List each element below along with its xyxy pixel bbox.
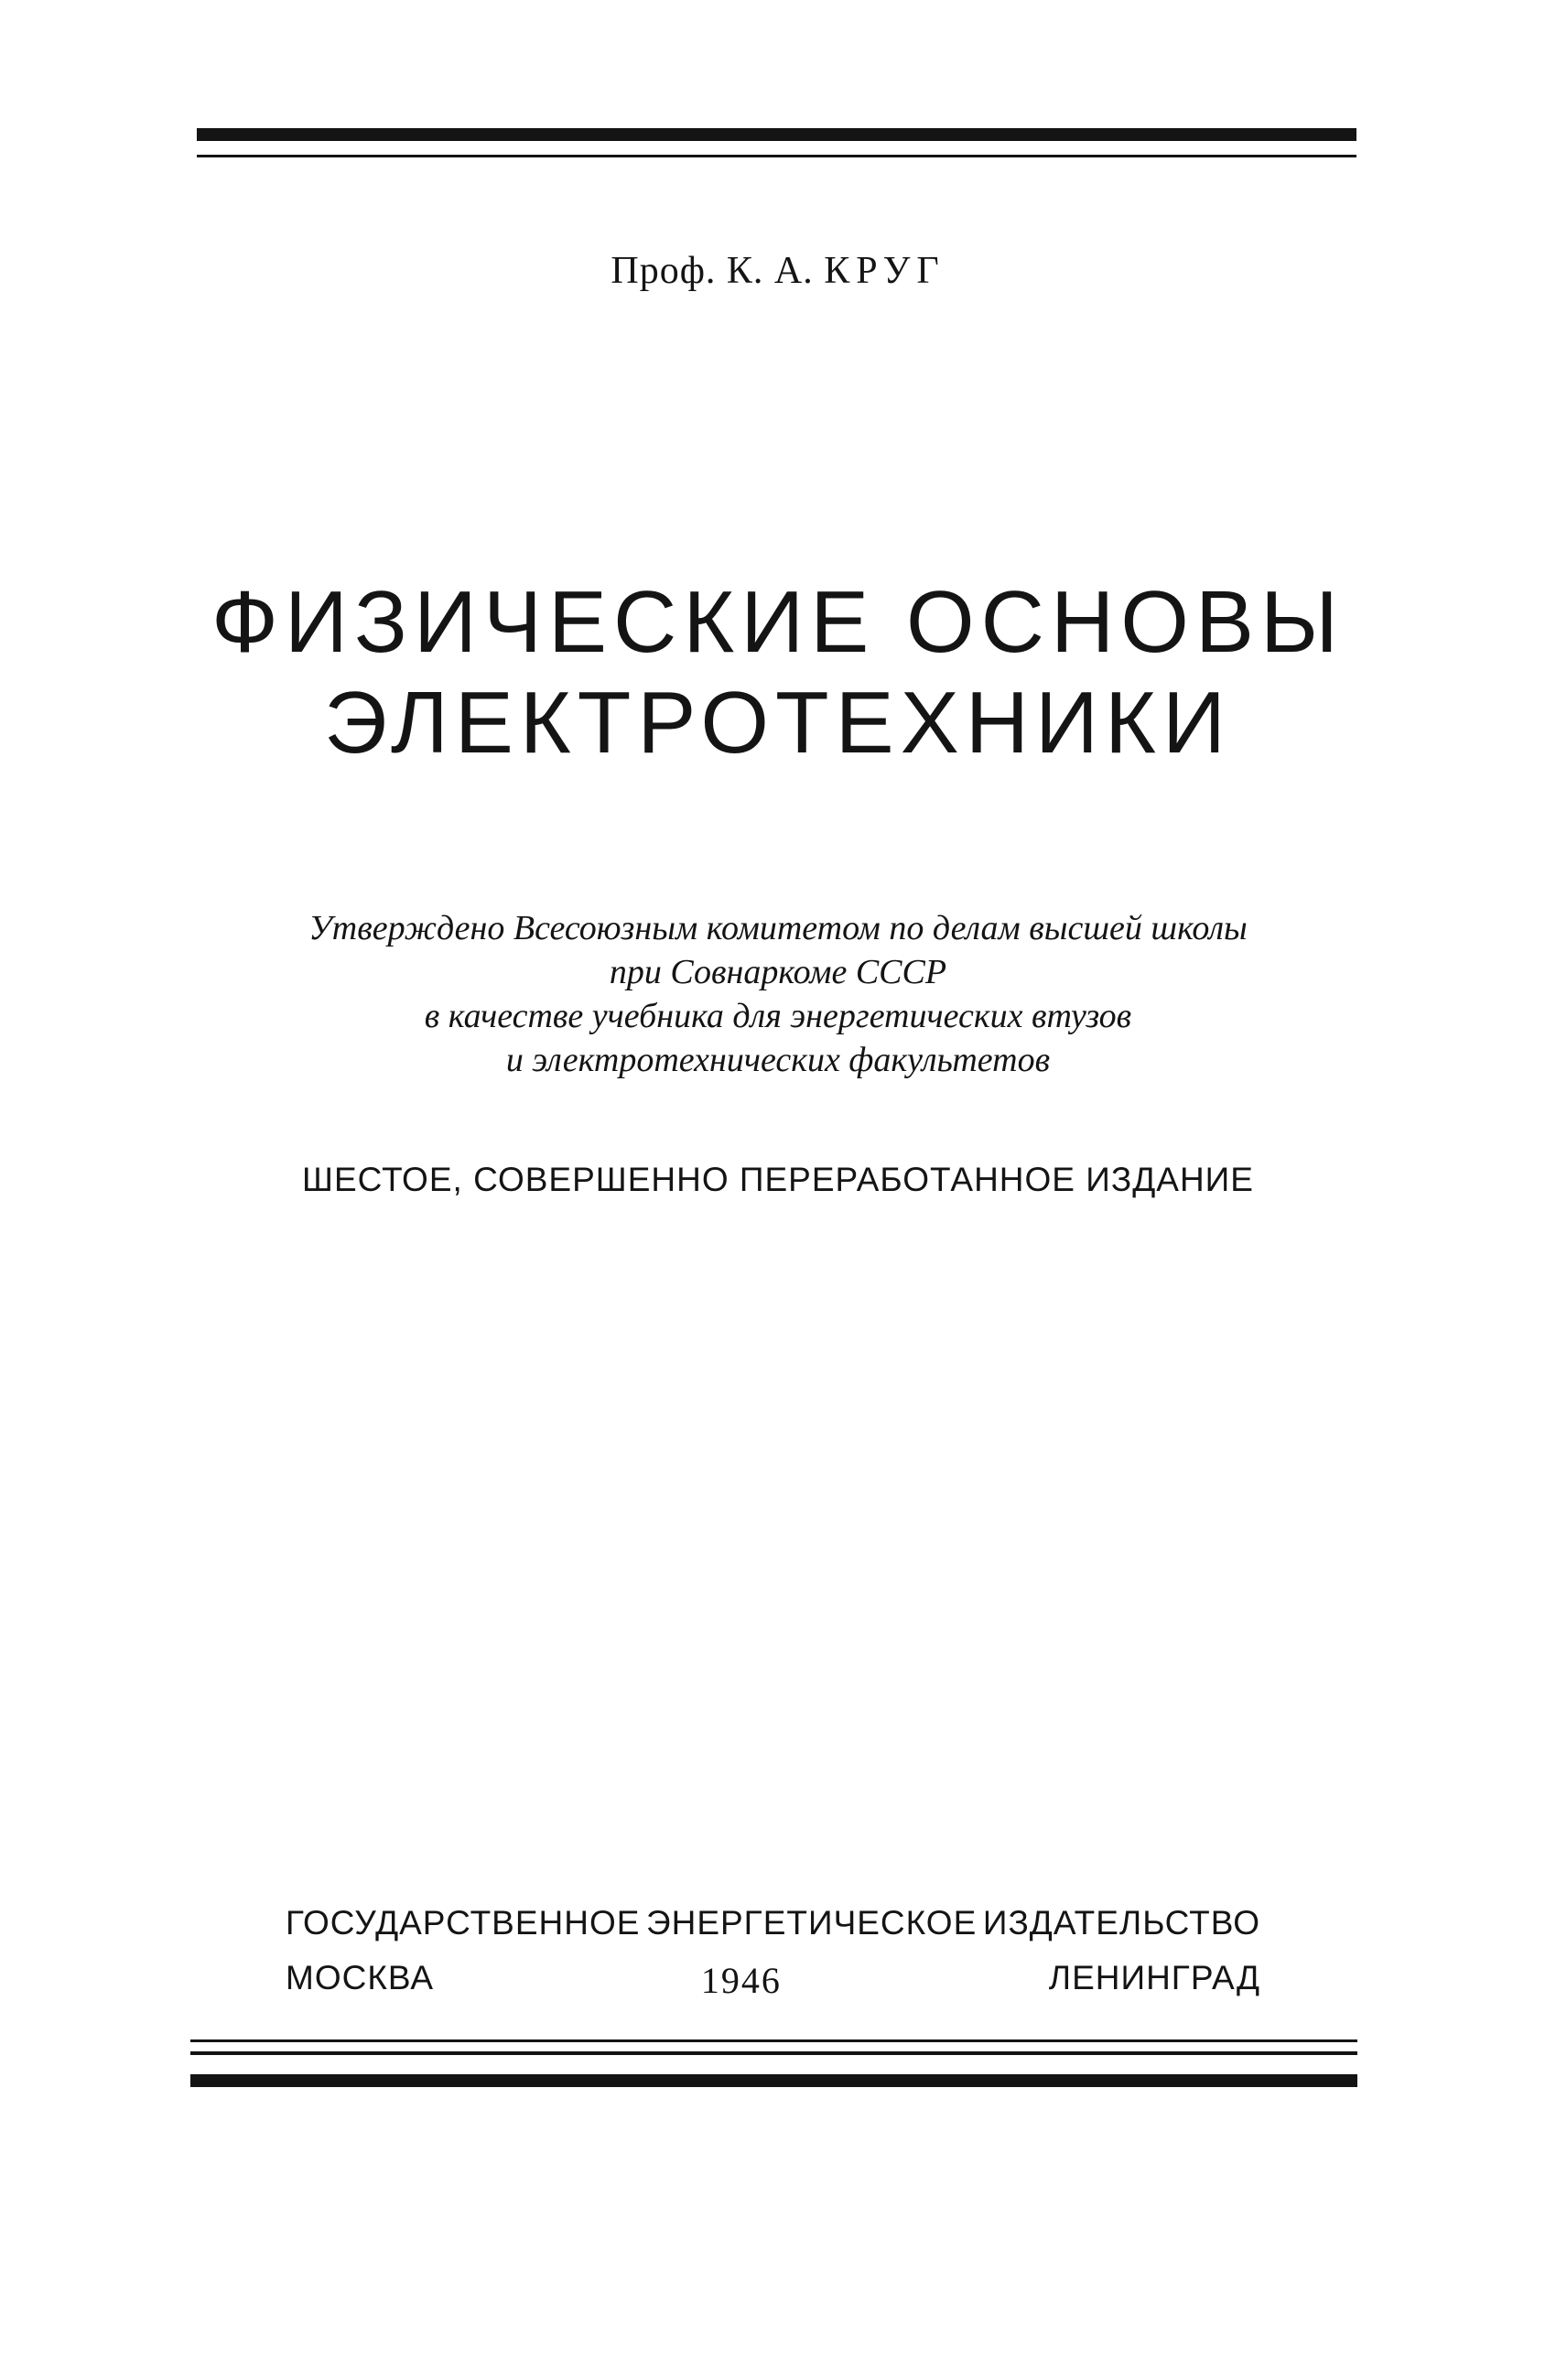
bottom-rule-thin bbox=[190, 2039, 1357, 2042]
publication-year: 1946 bbox=[700, 1960, 782, 2001]
book-title-line-1: ФИЗИЧЕСКИЕ ОСНОВЫ bbox=[211, 573, 1345, 671]
approval-line-2: при Совнаркоме СССР bbox=[609, 953, 947, 991]
bottom-rule-middle bbox=[190, 2051, 1357, 2055]
approval-line-4: и электротехнических факультетов bbox=[505, 1041, 1051, 1079]
edition-statement: ШЕСТОЕ, СОВЕРШЕННО ПЕРЕРАБОТАННОЕ ИЗДАНИЕ bbox=[302, 1161, 1254, 1198]
author-surname: КРУГ bbox=[824, 250, 945, 292]
imprint-line bbox=[286, 1959, 1260, 2002]
top-rule-thick bbox=[197, 128, 1356, 141]
book-title-line-2: ЭЛЕКТРОТЕХНИКИ bbox=[324, 674, 1232, 772]
city-left: МОСКВА bbox=[286, 1959, 435, 1996]
publisher-word-2: ЭНЕРГЕТИЧЕСКОЕ bbox=[646, 1904, 978, 1942]
bottom-rule-thick bbox=[190, 2074, 1357, 2087]
approval-line-3: в качестве учебника для энергетических втузов bbox=[424, 997, 1132, 1035]
publisher-word-1: ГОСУДАРСТВЕННОЕ bbox=[286, 1904, 641, 1942]
approval-line-1: Утверждено Всесоюзным комитетом по делам высшей школы bbox=[308, 909, 1248, 947]
publisher-name bbox=[286, 1904, 1260, 1942]
author-prefix: Проф. К. А. bbox=[611, 250, 814, 292]
publisher-word-3: ИЗДАТЕЛЬСТВО bbox=[982, 1904, 1260, 1942]
top-rule-thin bbox=[197, 155, 1356, 157]
city-right: ЛЕНИНГРАД bbox=[1048, 1959, 1260, 1996]
author-line bbox=[0, 249, 1556, 293]
